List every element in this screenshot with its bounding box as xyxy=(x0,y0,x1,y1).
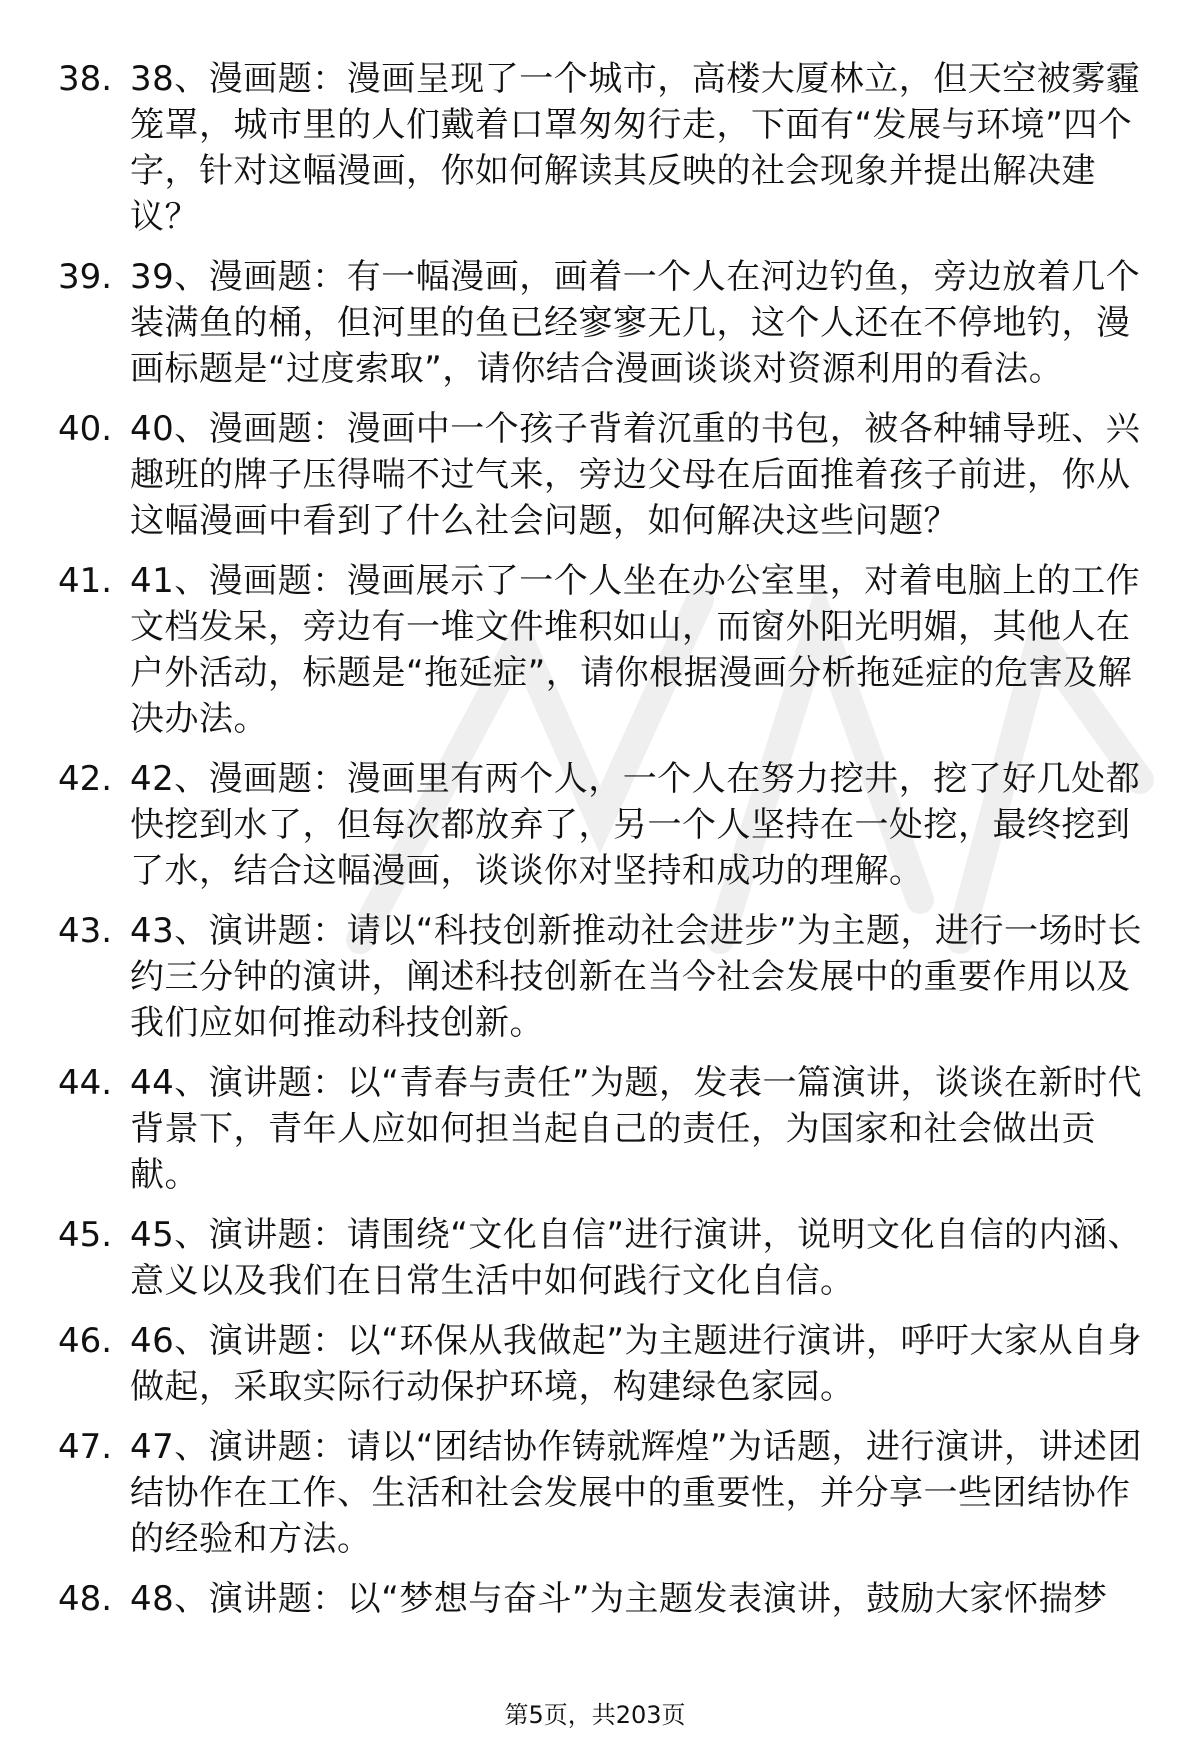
list-item xyxy=(58,1318,1158,1410)
question-text: 39、漫画题：有一幅漫画，画着一个人在河边钓鱼，旁边放着几个装满鱼的桶，但河里的鱼已经寥寥无几，这个人还在不停地钓，漫画标题是“过度索取”，请你结合漫画谈谈对资源利用的看法。 xyxy=(130,257,1141,389)
list-item xyxy=(58,1576,1158,1622)
question-number: 38. xyxy=(58,59,113,99)
list-item xyxy=(58,406,1158,544)
question-text: 41、漫画题：漫画展示了一个人坐在办公室里，对着电脑上的工作文档发呆，旁边有一堆文件堆积如山，而窗外阳光明媚，其他人在户外活动，标题是“拖延症”，请你根据漫画分析拖延症的危害及解决办法。 xyxy=(130,561,1141,739)
question-number: 42. xyxy=(58,759,113,799)
question-number: 48. xyxy=(58,1579,113,1619)
list-item xyxy=(58,1060,1158,1198)
list-item xyxy=(58,254,1158,392)
question-text: 43、演讲题：请以“科技创新推动社会进步”为主题，进行一场时长约三分钟的演讲，阐述科技创新在当今社会发展中的重要作用以及我们应如何推动科技创新。 xyxy=(130,911,1142,1043)
question-text: 47、演讲题：请以“团结协作铸就辉煌”为话题，进行演讲，讲述团结协作在工作、生活和社会发展中的重要性，并分享一些团结协作的经验和方法。 xyxy=(130,1427,1142,1559)
question-number: 46. xyxy=(58,1321,113,1361)
question-text: 48、演讲题：以“梦想与奋斗”为主题发表演讲，鼓励大家怀揣梦 xyxy=(130,1579,1108,1619)
question-list xyxy=(58,56,1158,1636)
question-number: 43. xyxy=(58,911,113,951)
question-text: 42、漫画题：漫画里有两个人，一个人在努力挖井，挖了好几处都快挖到水了，但每次都放弃了，另一个人坚持在一处挖，最终挖到了水，结合这幅漫画，谈谈你对坚持和成功的理解。 xyxy=(130,759,1141,891)
list-item xyxy=(58,1212,1158,1304)
list-item xyxy=(58,756,1158,894)
question-text: 44、演讲题：以“青春与责任”为题，发表一篇演讲，谈谈在新时代背景下，青年人应如何担当起自己的责任，为国家和社会做出贡献。 xyxy=(130,1063,1142,1195)
list-item xyxy=(58,558,1158,742)
page-footer: 第5页，共203页 xyxy=(504,1701,686,1729)
question-text: 38、漫画题：漫画呈现了一个城市，高楼大厦林立，但天空被雾霾笼罩，城市里的人们戴着口罩匆匆行走，下面有“发展与环境”四个字，针对这幅漫画，你如何解读其反映的社会现象并提出解决建议？ xyxy=(130,59,1141,237)
question-number: 39. xyxy=(58,257,113,297)
list-item xyxy=(58,1424,1158,1562)
question-number: 40. xyxy=(58,409,113,449)
question-text: 45、演讲题：请围绕“文化自信”进行演讲，说明文化自信的内涵、意义以及我们在日常生活中如何践行文化自信。 xyxy=(130,1215,1142,1301)
list-item xyxy=(58,56,1158,240)
question-text: 40、漫画题：漫画中一个孩子背着沉重的书包，被各种辅导班、兴趣班的牌子压得喘不过气来，旁边父母在后面推着孩子前进，你从这幅漫画中看到了什么社会问题，如何解决这些问题？ xyxy=(130,409,1141,541)
question-number: 44. xyxy=(58,1063,113,1103)
question-number: 47. xyxy=(58,1427,113,1467)
question-number: 41. xyxy=(58,561,113,601)
question-text: 46、演讲题：以“环保从我做起”为主题进行演讲，呼吁大家从自身做起，采取实际行动保护环境，构建绿色家园。 xyxy=(130,1321,1142,1407)
question-number: 45. xyxy=(58,1215,113,1255)
list-item xyxy=(58,908,1158,1046)
